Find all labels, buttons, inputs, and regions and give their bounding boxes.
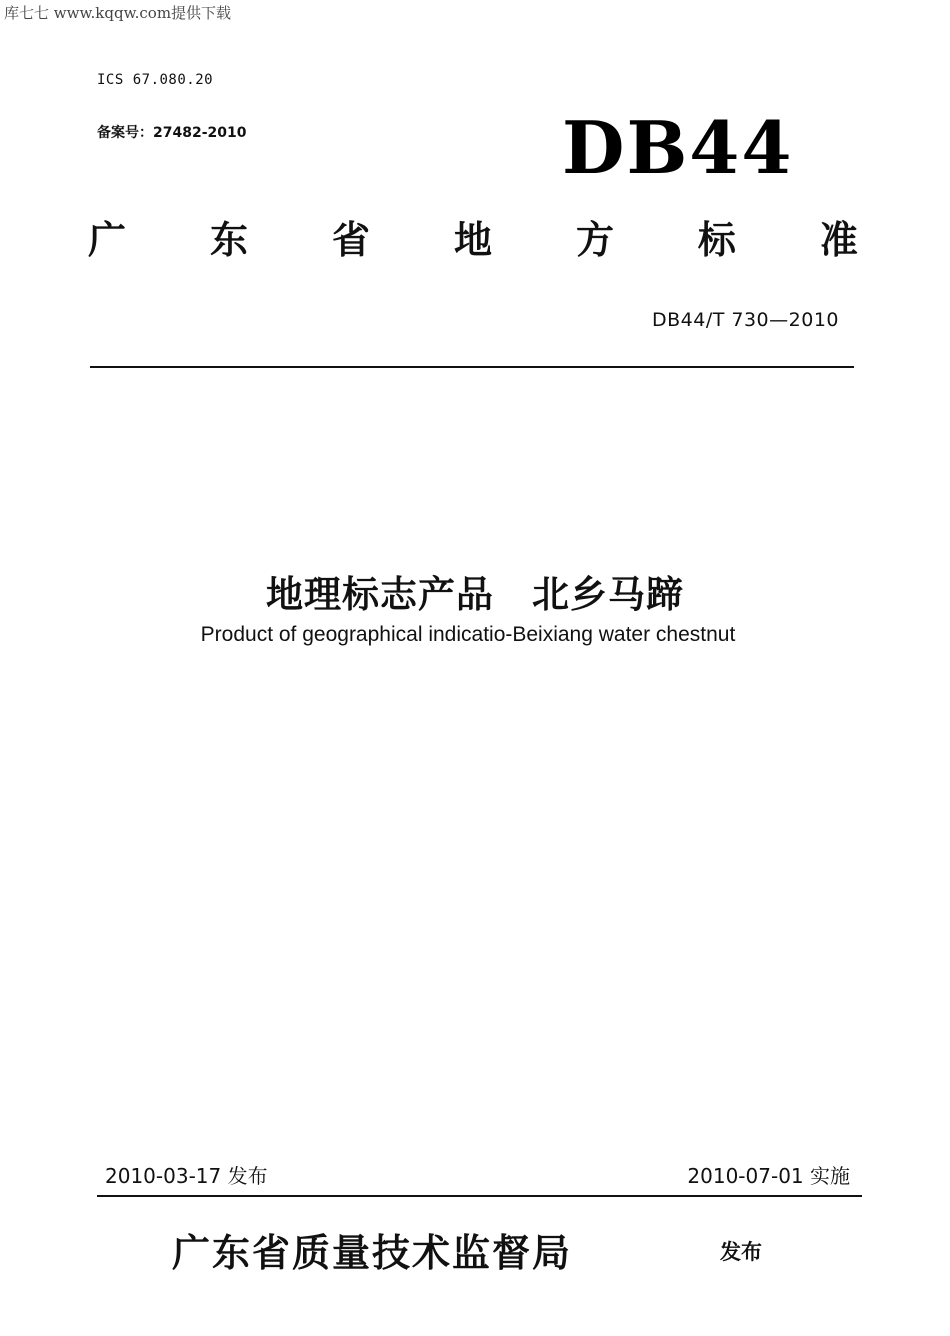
standard-type-char: 广 [88, 218, 127, 262]
standard-type-char: 地 [453, 218, 492, 262]
publisher-suffix: 发布 [720, 1240, 762, 1264]
watermark-text: 库七七 www.kqqw.com提供下载 [4, 4, 232, 22]
standard-type-char: 省 [331, 218, 370, 262]
standard-type-char: 方 [575, 218, 614, 262]
ics-code: ICS 67.080.20 [97, 72, 214, 88]
document-title-english: Product of geographical indicatio-Beixiang water chestnut [200, 623, 736, 646]
implementation-date: 2010-07-01 实施 [687, 1164, 850, 1188]
publisher-name: 广东省质量技术监督局 [172, 1230, 573, 1275]
standard-number: DB44/T 730—2010 [651, 309, 839, 331]
document-title-chinese: 地理标志产品 北乡马蹄 [266, 573, 684, 616]
standard-type-char: 准 [819, 218, 858, 262]
db44-logo: DB44 [562, 105, 794, 190]
standard-type-char: 标 [697, 218, 736, 262]
standard-type-char: 东 [209, 218, 248, 262]
footer-divider [97, 1195, 862, 1197]
standard-type-heading [88, 220, 858, 262]
issue-date: 2010-03-17 发布 [105, 1164, 268, 1188]
filing-number: 备案号：27482-2010 [97, 125, 247, 141]
header-divider [90, 366, 854, 368]
